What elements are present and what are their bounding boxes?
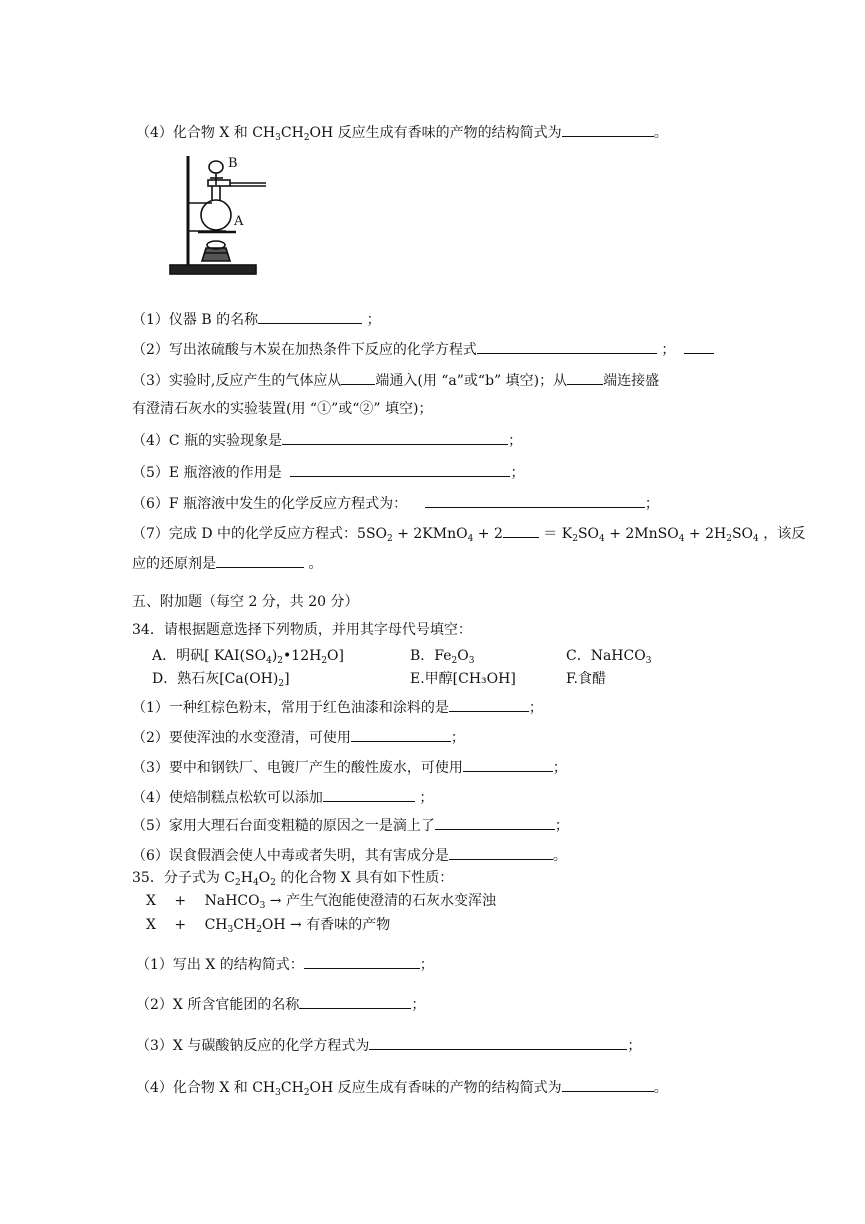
answer-blank[interactable] <box>258 309 362 324</box>
answer-blank[interactable] <box>562 1077 654 1092</box>
exp-question-6: （6）F 瓶溶液中发生的化学反应方程式为： ； <box>132 493 659 514</box>
q35-item: （2）X 所含官能团的名称 ； <box>136 994 425 1015</box>
q34-option-a: A．明矾[ $KAI(SO_4)_2•12H_2O$] <box>152 648 344 666</box>
answer-blank[interactable] <box>351 727 451 742</box>
answer-blank[interactable] <box>567 370 603 385</box>
label-b: B <box>228 156 238 171</box>
answer-blank[interactable] <box>341 370 375 385</box>
q35-question-4: （4）化合物 X 和 $CH_3CH_2OH$ 反应生成有香味的产物的结构简式为 。 <box>136 1077 668 1098</box>
answer-blank[interactable] <box>425 493 645 508</box>
answer-blank[interactable] <box>562 122 654 137</box>
answer-blank[interactable] <box>299 994 411 1009</box>
answer-blank[interactable] <box>449 697 529 712</box>
answer-blank[interactable] <box>449 845 553 860</box>
q34-item: （6）误食假酒会使人中毒或者失明，其有害成分是 。 <box>132 845 567 866</box>
exp-question-2: （2）写出浓硫酸与木炭在加热条件下反应的化学方程式 ； <box>132 339 714 360</box>
exp-question-7: （7）完成 D 中的化学反应方程式：$5SO_2$ + 2KMnO$_4$ + $2 = K_2SO_4$ + 2MnSO$_4$ + $2H_2SO_4$ ，该反 <box>132 523 805 544</box>
answer-blank[interactable] <box>477 339 657 354</box>
q34-option-e: E.甲醇[CH₃OH] <box>410 671 516 687</box>
answer-blank[interactable] <box>290 462 510 477</box>
q35-reaction-1: X + NaHCO$_3$ → 产生气泡能使澄清的石灰水变浑浊 <box>146 893 496 911</box>
exp-question-1: （1）仪器 B 的名称 ； <box>132 309 381 330</box>
q34-item: （2）要使浑浊的水变澄清，可使用 ； <box>132 727 465 748</box>
q34-item: （5）家用大理石台面变粗糙的原因之一是滴上了 ； <box>132 815 569 836</box>
q34-option-b: B．$Fe_2O_3$ <box>410 648 475 666</box>
section-heading: 五、附加题（每空 2 分，共 20 分） <box>132 594 359 610</box>
q34-option-c: C．NaHCO$_3$ <box>566 648 652 666</box>
exp-question-3-cont: 有澄清石灰水的实验装置(用 “①”或“②” 填空)； <box>132 401 433 417</box>
q35-reaction-2: X + $CH_3CH_2OH$ → 有香味的产物 <box>146 917 391 935</box>
lab-apparatus-diagram <box>168 153 273 278</box>
answer-blank[interactable] <box>435 815 555 830</box>
answer-blank[interactable] <box>684 339 714 354</box>
label-a: A <box>234 214 244 229</box>
answer-blank[interactable] <box>304 954 420 969</box>
q35-title: 35．分子式为 $C_2H_4O_2$ 的化合物 X 具有如下性质： <box>132 870 454 888</box>
answer-blank[interactable] <box>282 430 508 445</box>
q34-item: （3）要中和钢铁厂、电镀厂产生的酸性废水，可使用 ； <box>132 757 567 778</box>
q34-option-d: D．熟石灰$[Ca(OH)_2]$ <box>152 671 290 689</box>
q34-item: （1）一种红棕色粉末，常用于红色油漆和涂料的是 ； <box>132 697 543 718</box>
q35-item: （1）写出 X 的结构简式： ； <box>136 954 434 975</box>
answer-blank[interactable] <box>463 757 553 772</box>
top-question-4: （4）化合物 X 和 $CH_3CH_2OH$ 反应生成有香味的产物的结构简式为 。 <box>136 122 668 143</box>
answer-blank[interactable] <box>503 523 539 538</box>
exp-question-7-cont: 应的还原剂是 。 <box>132 553 322 574</box>
q34-option-f: F.食醋 <box>566 671 606 687</box>
answer-blank[interactable] <box>323 787 415 802</box>
exp-question-3: （3）实验时,反应产生的气体应从 端通入(用 “a”或“b” 填空)；从 端连接盛 <box>132 370 659 391</box>
exp-question-4: （4）C 瓶的实验现象是 ； <box>132 430 522 451</box>
answer-blank[interactable] <box>216 553 304 568</box>
answer-blank[interactable] <box>369 1035 627 1050</box>
q34-title: 34．请根据题意选择下列物质，并用其字母代号填空： <box>132 622 472 638</box>
q35-item: （3）X 与碳酸钠反应的化学方程式为 ； <box>136 1035 641 1056</box>
q34-item: （4）使焙制糕点松软可以添加 ； <box>132 787 433 808</box>
exp-question-5: （5）E 瓶溶液的作用是 ； <box>132 462 524 483</box>
